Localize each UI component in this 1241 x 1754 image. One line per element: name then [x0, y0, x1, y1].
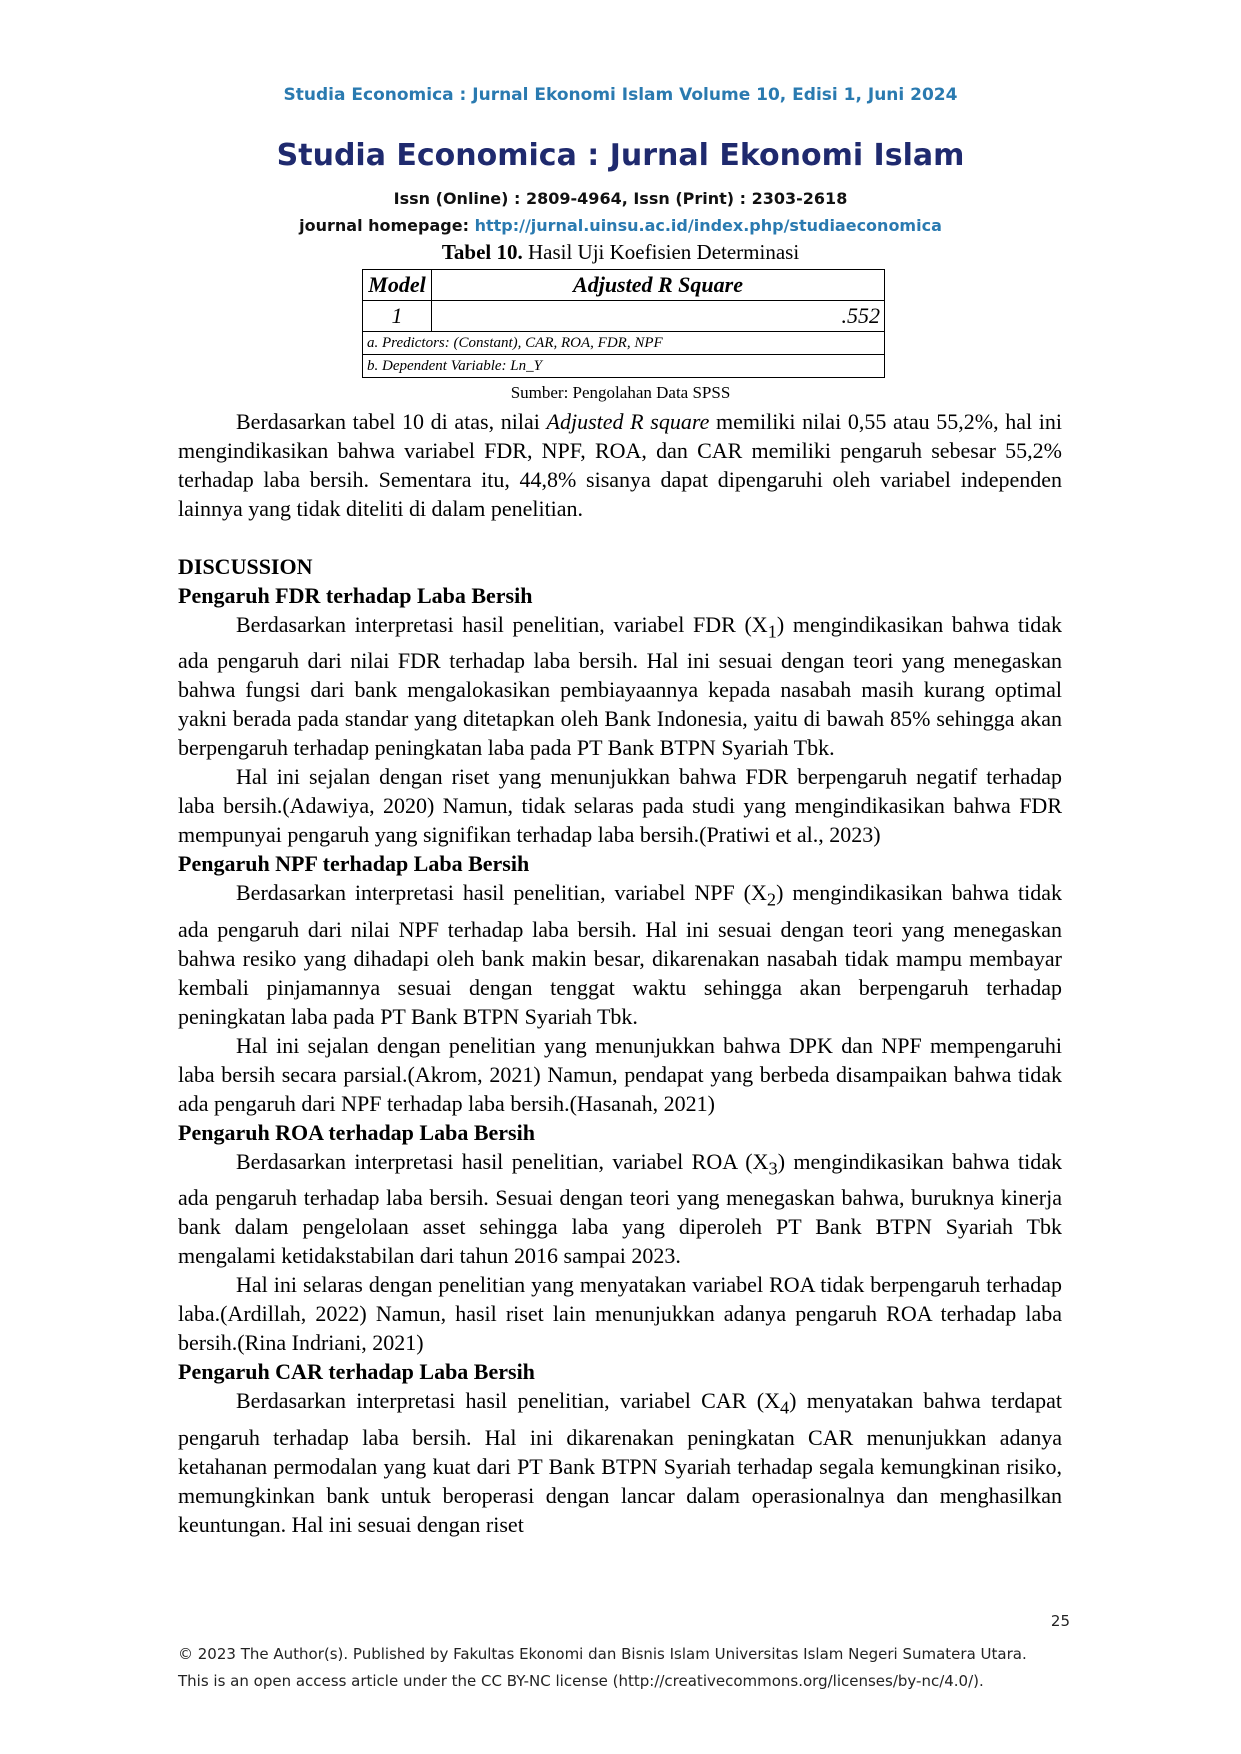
- journal-title: Studia Economica : Jurnal Ekonomi Islam: [276, 138, 965, 173]
- footer-copyright: © 2023 The Author(s). Published by Fakultas Ekonomi dan Bisnis Islam Universitas Islam Negeri Sumatera Utara.: [178, 1645, 1027, 1663]
- table-note-row: [363, 355, 885, 378]
- text-run: ) mengindikasikan bahwa tidak ada pengaruh dari nilai FDR terhadap laba bersih. Hal ini sesuai dengan teori yang menegaskan bahwa fungsi dari bank mengalokasikan pembiayaannya kepada nasabah masih kurang optimal yakni berada pada standar yang ditetapkan oleh Bank Indonesia, yaitu di bawah 85% sehingga akan berpengaruh terhadap peningkatan laba pada PT Bank BTPN Syariah Tbk.: [178, 612, 1062, 761]
- table-header-model: Model: [363, 270, 432, 301]
- subheading-car: Pengaruh CAR terhadap Laba Bersih: [178, 1359, 535, 1385]
- paragraph-npf-1: [178, 878, 1062, 1030]
- table-note-dependent: b. Dependent Variable: Ln_Y: [363, 355, 885, 378]
- paragraph-car-1: [178, 1386, 1062, 1538]
- table-cell-value: .552: [432, 301, 885, 332]
- footer-license-line: This is an open access article under the CC BY-NC license (http://creativecommons.org/licenses/by-nc/4.0/).: [178, 1672, 984, 1690]
- subscript: 2: [766, 889, 777, 910]
- page-number: 25: [1050, 1612, 1070, 1630]
- paragraph-npf-2: Hal ini sejalan dengan penelitian yang menunjukkan bahwa DPK dan NPF mempengaruhi laba bersih secara parsial.(Akrom, 2021) Namun, pendapat yang berbeda disampaikan bahwa tidak ada pengaruh dari NPF terhadap laba bersih.(Hasanah, 2021): [178, 1032, 1062, 1116]
- text-run: memiliki nilai 0,55 atau 55,2%, hal ini mengindikasikan bahwa variabel FDR, NPF, ROA, dan CAR memiliki pengaruh sebesar 55,2% terhadap laba bersih. Sementara itu, 44,8% sisanya dapat dipengaruhi oleh variabel independen lainnya yang tidak diteliti di dalam penelitian.: [178, 409, 1063, 521]
- homepage-link[interactable]: http://jurnal.uinsu.ac.id/index.php/studiaeconomica: [474, 216, 942, 235]
- paragraph-fdr-2: Hal ini sejalan dengan riset yang menunjukkan bahwa FDR berpengaruh negatif terhadap laba bersih.(Adawiya, 2020) Namun, tidak selaras pada studi yang mengindikasikan bahwa FDR mempunyai pengaruh yang signifikan terhadap laba bersih.(Pratiwi et al., 2023): [178, 764, 1062, 848]
- running-header: Studia Economica : Jurnal Ekonomi Islam Volume 10, Edisi 1, Juni 2024: [283, 85, 958, 105]
- text-run: Berdasarkan interpretasi hasil penelitian, variabel ROA (X: [236, 1148, 769, 1174]
- text-run: Berdasarkan interpretasi hasil penelitian, variabel CAR (X: [236, 1388, 780, 1414]
- subscript: 3: [768, 1158, 778, 1179]
- section-heading-discussion: DISCUSSION: [178, 554, 313, 579]
- table-source: Sumber: Pengolahan Data SPSS: [510, 383, 731, 402]
- subheading-roa: Pengaruh ROA terhadap Laba Bersih: [178, 1119, 535, 1145]
- footer-license: [178, 1641, 1078, 1695]
- journal-homepage: [0, 216, 1241, 235]
- table-note-predictors: a. Predictors: (Constant), CAR, ROA, FDR, NPF: [363, 332, 885, 355]
- issn-line: Issn (Online) : 2809-4964, Issn (Print) : 2303-2618: [393, 189, 848, 208]
- table-caption-number: Tabel 10.: [441, 240, 523, 264]
- text-run: ) menyatakan bahwa terdapat pengaruh terhadap laba bersih. Hal ini dikarenakan peningkatan CAR menunjukkan adanya ketahanan permodalan yang kuat dari PT Bank BTPN Syariah terhadap segala kemungkinan risiko, memungkinkan bank untuk beroperasi dengan lancar dalam operasionalnya dan menghasilkan keuntungan. Hal ini sesuai dengan riset: [178, 1388, 1062, 1537]
- paragraph-intro: [178, 407, 1062, 523]
- table-note-row: [363, 332, 885, 355]
- determination-table: [362, 269, 885, 378]
- table-header-row: [363, 270, 885, 301]
- text-run: Berdasarkan tabel 10 di atas, nilai: [236, 409, 547, 434]
- subscript: 1: [767, 621, 777, 642]
- text-run: ) mengindikasikan bahwa tidak ada pengaruh dari nilai NPF terhadap laba bersih. Hal ini sesuai dengan teori yang menegaskan bahwa resiko yang dihadapi oleh bank makin besar, dikarenakan nasabah tidak mampu membayar kembali pinjamannya sesuai dengan tenggat waktu sehingga akan berpengaruh terhadap peningkatan laba pada PT Bank BTPN Syariah Tbk.: [178, 880, 1062, 1029]
- subheading-npf: Pengaruh NPF terhadap Laba Bersih: [178, 851, 530, 877]
- table-header-adjusted-r-square: Adjusted R Square: [432, 270, 885, 301]
- body-text: [178, 407, 1062, 1539]
- text-run: Berdasarkan interpretasi hasil penelitian, variabel FDR (X: [236, 612, 768, 637]
- text-italic: Adjusted R square: [546, 409, 710, 434]
- paragraph-roa-1: [178, 1147, 1062, 1270]
- text-run: ) mengindikasikan bahwa tidak ada pengaruh terhadap laba bersih. Sesuai dengan teori yang menegaskan bahwa, buruknya kinerja bank dalam pengelolaan asset sehingga laba yang diperoleh PT Bank BTPN Syariah Tbk mengalami ketidakstabilan dari tahun 2016 sampai 2023.: [178, 1148, 1062, 1269]
- table-cell-model: 1: [363, 301, 432, 332]
- paragraph-fdr-1: [178, 610, 1062, 762]
- subheading-fdr: Pengaruh FDR terhadap Laba Bersih: [178, 583, 533, 608]
- table-caption-text: Hasil Uji Koefisien Determinasi: [522, 240, 800, 264]
- homepage-label: journal homepage:: [299, 216, 475, 235]
- table-caption: [0, 240, 1241, 265]
- subscript: 4: [779, 1397, 790, 1418]
- text-run: Berdasarkan interpretasi hasil penelitian, variabel NPF (X: [236, 880, 767, 906]
- paragraph-roa-2: Hal ini selaras dengan penelitian yang menyatakan variabel ROA tidak berpengaruh terhadap laba.(Ardillah, 2022) Namun, hasil riset lain menunjukkan adanya pengaruh ROA terhadap laba bersih.(Rina Indriani, 2021): [178, 1272, 1062, 1356]
- table-row: [363, 301, 885, 332]
